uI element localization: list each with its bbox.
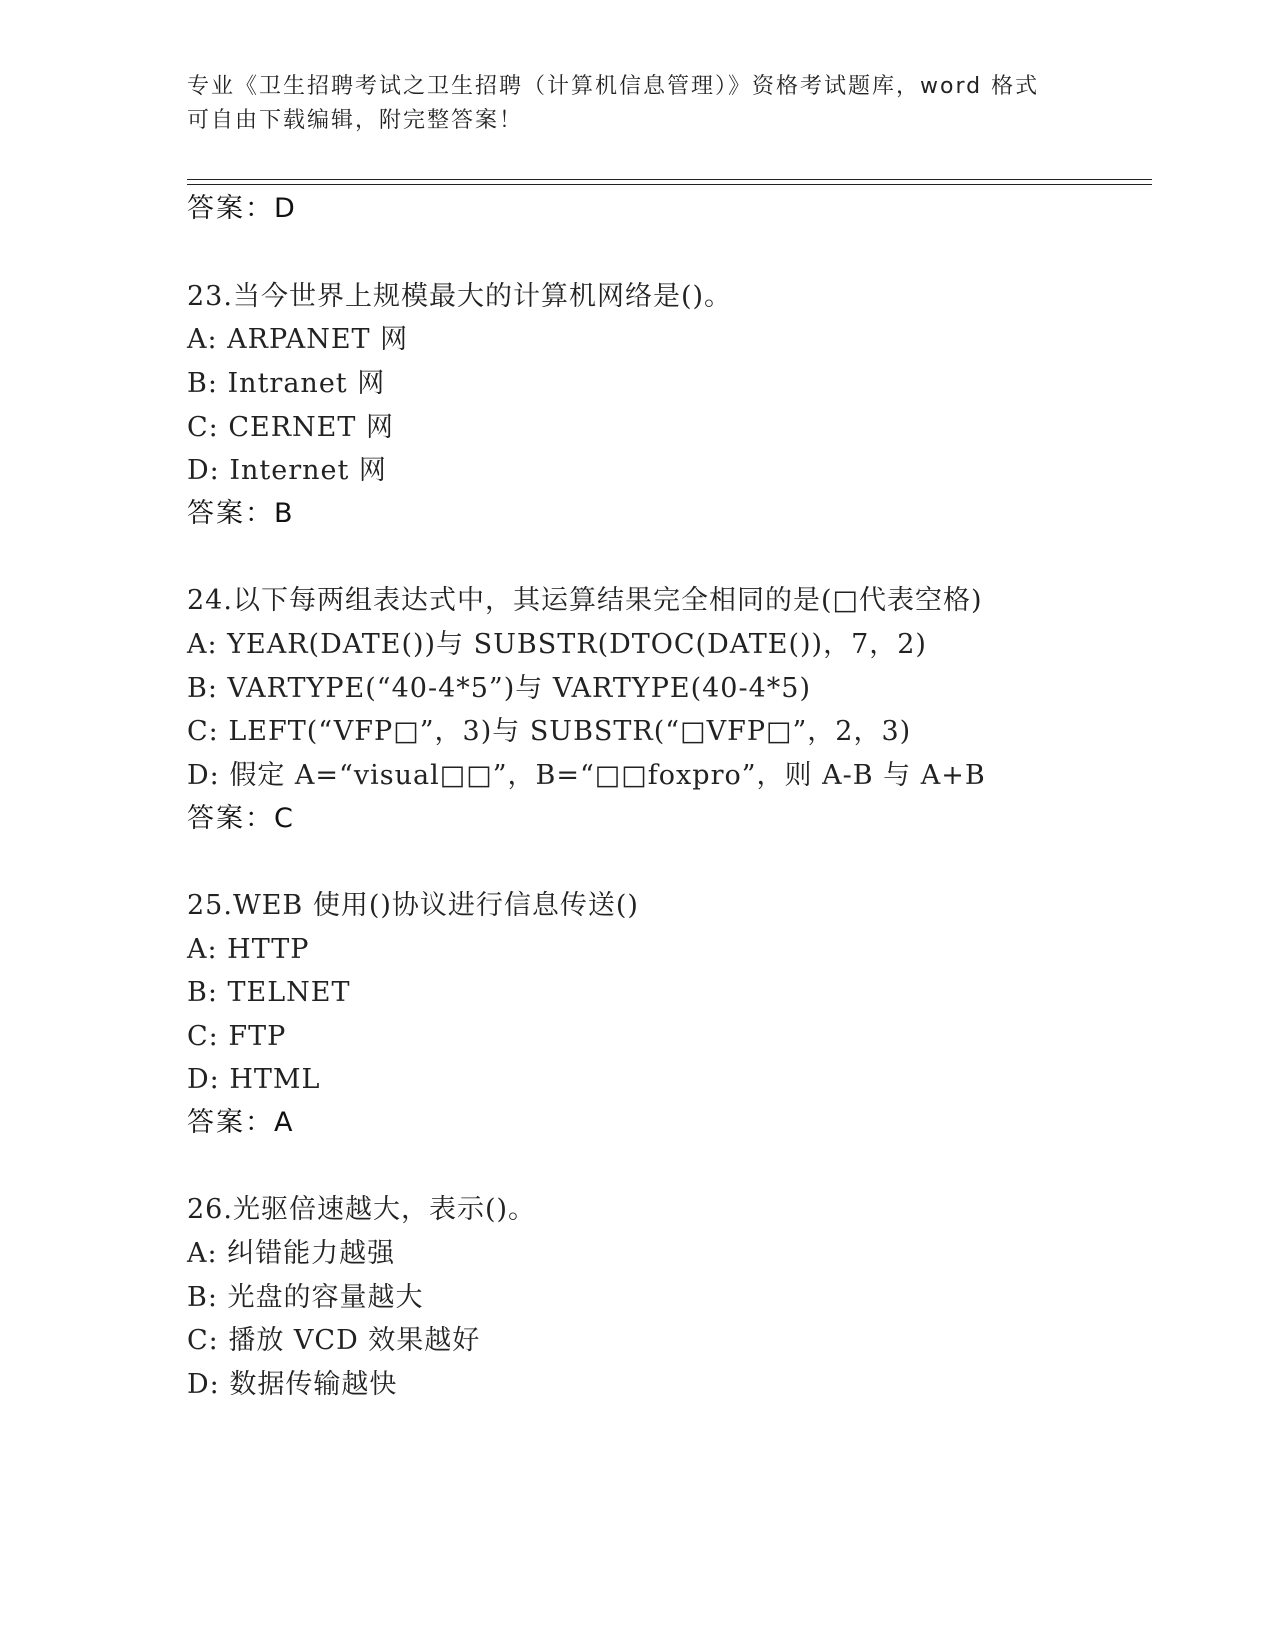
option-d: D: HTML	[187, 1064, 321, 1095]
previous-answer: 答案：D	[187, 193, 297, 224]
option-a: A: ARPANET 网	[187, 324, 409, 355]
option-c: C: CERNET 网	[187, 412, 394, 443]
option-b: B: 光盘的容量越大	[187, 1282, 424, 1313]
question-stem: 25.WEB 使用()协议进行信息传送()	[187, 890, 639, 921]
option-c: C: FTP	[187, 1021, 287, 1052]
answer: 答案：A	[187, 1107, 295, 1138]
option-d: D: 假定 A=“visual□□”，B=“□□foxpro”，则 A-B 与 A+B	[187, 760, 986, 791]
option-a: A: YEAR(DATE())与 SUBSTR(DTOC(DATE())，7，2)	[187, 629, 927, 660]
option-c: C: LEFT(“VFP□”，3)与 SUBSTR(“□VFP□”，2，3)	[187, 716, 912, 747]
header-line-2: 可自由下载编辑，附完整答案！	[187, 108, 524, 133]
question-stem: 24.以下每两组表达式中，其运算结果完全相同的是(□代表空格)	[187, 585, 983, 616]
answer: 答案：B	[187, 498, 295, 529]
option-b: B: TELNET	[187, 977, 351, 1008]
header-rule-top	[187, 179, 1152, 180]
option-d: D: Internet 网	[187, 455, 387, 486]
document-header	[187, 70, 1067, 138]
option-d: D: 数据传输越快	[187, 1369, 398, 1400]
header-rule-bottom	[187, 184, 1152, 185]
option-c: C: 播放 VCD 效果越好	[187, 1325, 481, 1356]
option-b: B: VARTYPE(“40-4*5”)与 VARTYPE(40-4*5)	[187, 673, 811, 704]
option-a: A: 纠错能力越强	[187, 1238, 396, 1269]
header-line-1: 专业《卫生招聘考试之卫生招聘（计算机信息管理）》资格考试题库，word 格式	[187, 74, 1040, 99]
question-stem: 26.光驱倍速越大，表示()。	[187, 1194, 537, 1225]
option-a: A: HTTP	[187, 934, 310, 965]
answer: 答案：C	[187, 803, 295, 834]
option-b: B: Intranet 网	[187, 368, 386, 399]
question-stem: 23.当今世界上规模最大的计算机网络是()。	[187, 281, 733, 312]
